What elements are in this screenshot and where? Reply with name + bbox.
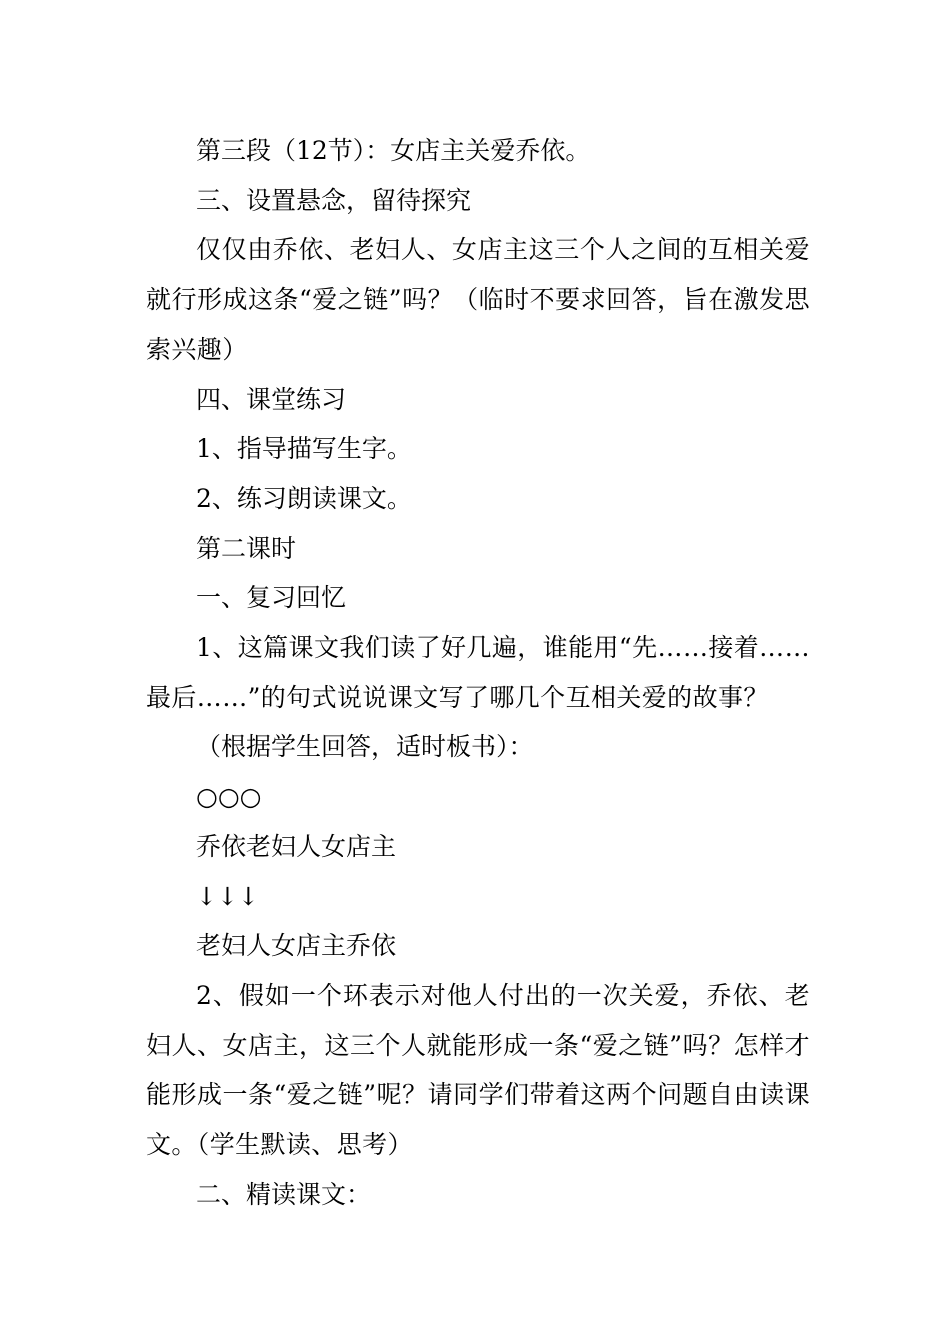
paragraph-suspense-question: 仅仅由乔依、老妇人、女店主这三个人之间的互相关爱就行形成这条“爱之链”吗？（临时不要求回答，旨在激发思索兴趣） — [146, 235, 810, 364]
paragraph-review-question-2: 2、假如一个环表示对他人付出的一次关爱，乔依、老妇人、女店主，这三个人就能形成一条“爱之链”吗？怎样才能形成一条“爱之链”呢？请同学们带着这两个问题自由读课文。（学生默读、思考） — [146, 980, 810, 1160]
list-item-practice-2: 2、练习朗读课文。 — [196, 483, 412, 513]
document-body — [146, 126, 810, 1219]
heading-intensive-reading: 二、精读课文： — [196, 1179, 372, 1209]
heading-review: 一、复习回忆 — [196, 583, 347, 613]
paragraph-review-question-1: 1、这篇课文我们读了好几遍，谁能用“先……接着……最后……”的句式说说课文写了哪几个互相关爱的故事？ — [146, 633, 810, 712]
board-arrows: ↓↓↓ — [196, 881, 259, 911]
list-item-practice-1: 1、指导描写生字。 — [196, 434, 412, 464]
heading-set-suspense: 三、设置悬念，留待探究 — [196, 185, 472, 215]
board-row-receivers: 老妇人女店主乔依 — [196, 931, 397, 961]
paragraph-section-three-summary: 第三段（12节）：女店主关爱乔依。 — [196, 136, 591, 165]
board-circles: ○○○ — [196, 782, 262, 812]
heading-second-lesson: 第二课时 — [196, 533, 297, 563]
board-row-givers: 乔依老妇人女店主 — [196, 831, 397, 861]
paragraph-board-note: （根据学生回答，适时板书）： — [196, 732, 534, 762]
heading-classroom-practice: 四、课堂练习 — [196, 384, 347, 414]
